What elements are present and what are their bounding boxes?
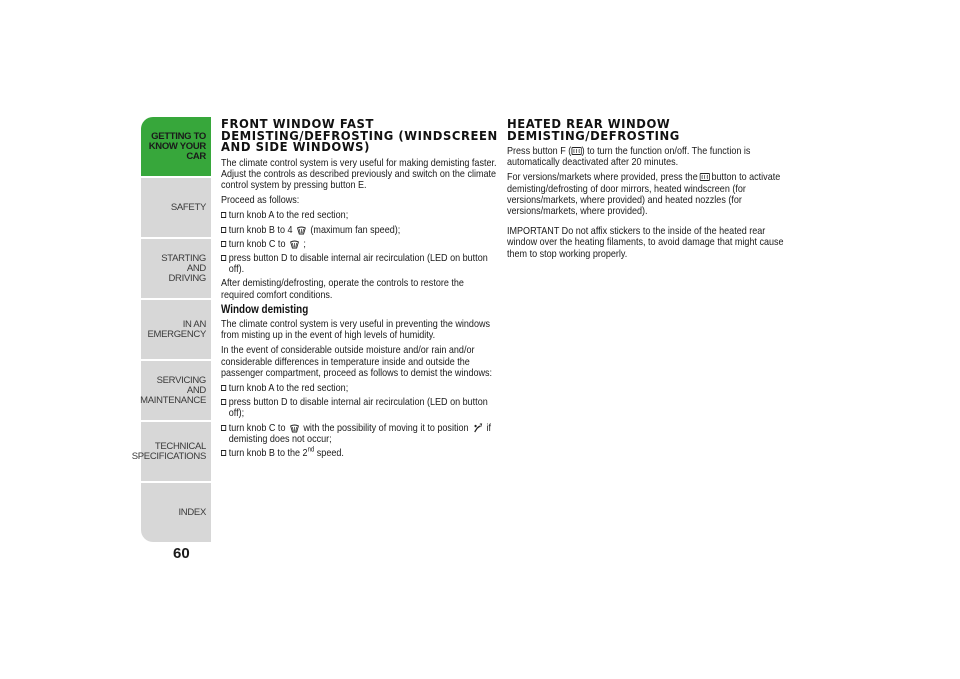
list-item bbox=[221, 448, 498, 459]
tab-label: IN AN EMERGENCY bbox=[147, 318, 206, 340]
fan-icon bbox=[297, 226, 306, 235]
paragraph-after: After demisting/defrosting, operate the controls to restore the required comfort conditions. bbox=[221, 277, 464, 301]
checkbox-bullet-icon bbox=[221, 212, 226, 218]
paragraph-intro: The climate control system is very useful for making demisting faster. Adjust the controls as described previously and switch on the climate control system by pressing button E. bbox=[221, 156, 497, 191]
tab-label: GETTING TO KNOW YOUR CAR bbox=[148, 130, 206, 162]
text: Press button F ( bbox=[507, 145, 572, 157]
step-text: press button D to disable internal air recirculation (LED on button off); bbox=[228, 396, 488, 420]
rear-window-heater-icon bbox=[571, 147, 581, 156]
step-text: turn knob C to bbox=[228, 421, 286, 434]
paragraph-sub-intro: The climate control system is very useful in preventing the windows from misting up in the event of high levels of humidity. bbox=[221, 317, 491, 342]
checkbox-bullet-icon bbox=[221, 399, 226, 405]
page-number: 60 bbox=[173, 545, 190, 562]
tab-servicing-and-maintenance[interactable] bbox=[141, 361, 211, 420]
tab-label: INDEX bbox=[178, 506, 206, 518]
tab-label: STARTING AND DRIVING bbox=[161, 252, 206, 284]
checkbox-bullet-icon bbox=[221, 227, 226, 233]
tab-label: SAFETY bbox=[170, 201, 206, 213]
paragraph-versions bbox=[507, 172, 784, 217]
rear-window-heater-icon bbox=[699, 173, 709, 182]
left-column bbox=[221, 118, 498, 462]
windscreen-demist-icon bbox=[290, 424, 299, 433]
step-text: (maximum fan speed); bbox=[310, 223, 401, 236]
checkbox-bullet-icon bbox=[221, 425, 226, 431]
ordinal-superscript: nd bbox=[307, 446, 315, 454]
step-text: ; bbox=[303, 237, 306, 250]
tab-label: TECHNICAL SPECIFICATIONS bbox=[131, 440, 206, 462]
list-item bbox=[221, 210, 498, 221]
tab-in-an-emergency[interactable] bbox=[141, 300, 211, 359]
checkbox-bullet-icon bbox=[221, 255, 226, 261]
text: For versions/markets where provided, press the bbox=[507, 171, 698, 184]
subheading-window-demisting: Window demisting bbox=[221, 303, 309, 316]
right-column bbox=[507, 118, 784, 264]
list-item bbox=[221, 253, 498, 275]
step-text: with the possibility of moving it to position bbox=[303, 421, 469, 434]
list-item bbox=[221, 225, 498, 236]
list-item bbox=[221, 383, 498, 394]
tab-getting-to-know-your-car[interactable] bbox=[141, 117, 211, 176]
feet-windscreen-icon bbox=[473, 423, 482, 433]
text: ) to turn the function on/off. The function is automatically deactivated after 20 minutes. bbox=[507, 145, 751, 169]
checkbox-bullet-icon bbox=[221, 385, 226, 391]
step-text: turn knob C to bbox=[228, 237, 286, 250]
tab-index[interactable] bbox=[141, 483, 211, 542]
tab-safety[interactable] bbox=[141, 178, 211, 237]
step-text: turn knob B to the 2 bbox=[228, 446, 308, 459]
checkbox-bullet-icon bbox=[221, 450, 226, 456]
text: button to activate demisting/defrosting of door mirrors, heated windscreen (for versions/markets, where provided) and heated nozzles (for versions/markets, where provided). bbox=[507, 171, 781, 218]
paragraph-important: IMPORTANT Do not affix stickers to the inside of the heated rear window over the heating filaments, to avoid damage that might cause them to stop working properly. bbox=[507, 225, 784, 260]
step-text: speed. bbox=[316, 446, 344, 459]
tab-technical-specifications[interactable] bbox=[131, 422, 211, 481]
tab-starting-and-driving[interactable] bbox=[141, 239, 211, 298]
section-heading-front-window: FRONT WINDOW FAST DEMISTING/DEFROSTING (WINDSCREEN AND SIDE WINDOWS) bbox=[221, 116, 498, 154]
windscreen-demist-icon bbox=[290, 240, 299, 249]
list-item bbox=[221, 397, 498, 419]
step-text: turn knob A to the red section; bbox=[228, 209, 349, 222]
step-text: turn knob A to the red section; bbox=[228, 381, 349, 394]
step-text: press button D to disable internal air recirculation (LED on button off). bbox=[228, 251, 488, 276]
step-text: turn knob B to 4 bbox=[228, 223, 293, 236]
section-heading-heated-rear-window: HEATED REAR WINDOW DEMISTING/DEFROSTING bbox=[507, 116, 680, 143]
tab-label: SERVICING AND MAINTENANCE bbox=[140, 374, 206, 406]
list-item bbox=[221, 239, 498, 250]
paragraph-press-f bbox=[507, 146, 784, 168]
checkbox-bullet-icon bbox=[221, 241, 226, 247]
paragraph-proceed: Proceed as follows: bbox=[221, 194, 300, 207]
step-text: if demisting does not occur; bbox=[228, 421, 491, 445]
list-item bbox=[221, 423, 498, 445]
paragraph-sub-event: In the event of considerable outside moisture and/or rain and/or considerable differences in temperature inside and outside the passenger compartment, proceed as follows to demist the windows: bbox=[221, 344, 493, 379]
